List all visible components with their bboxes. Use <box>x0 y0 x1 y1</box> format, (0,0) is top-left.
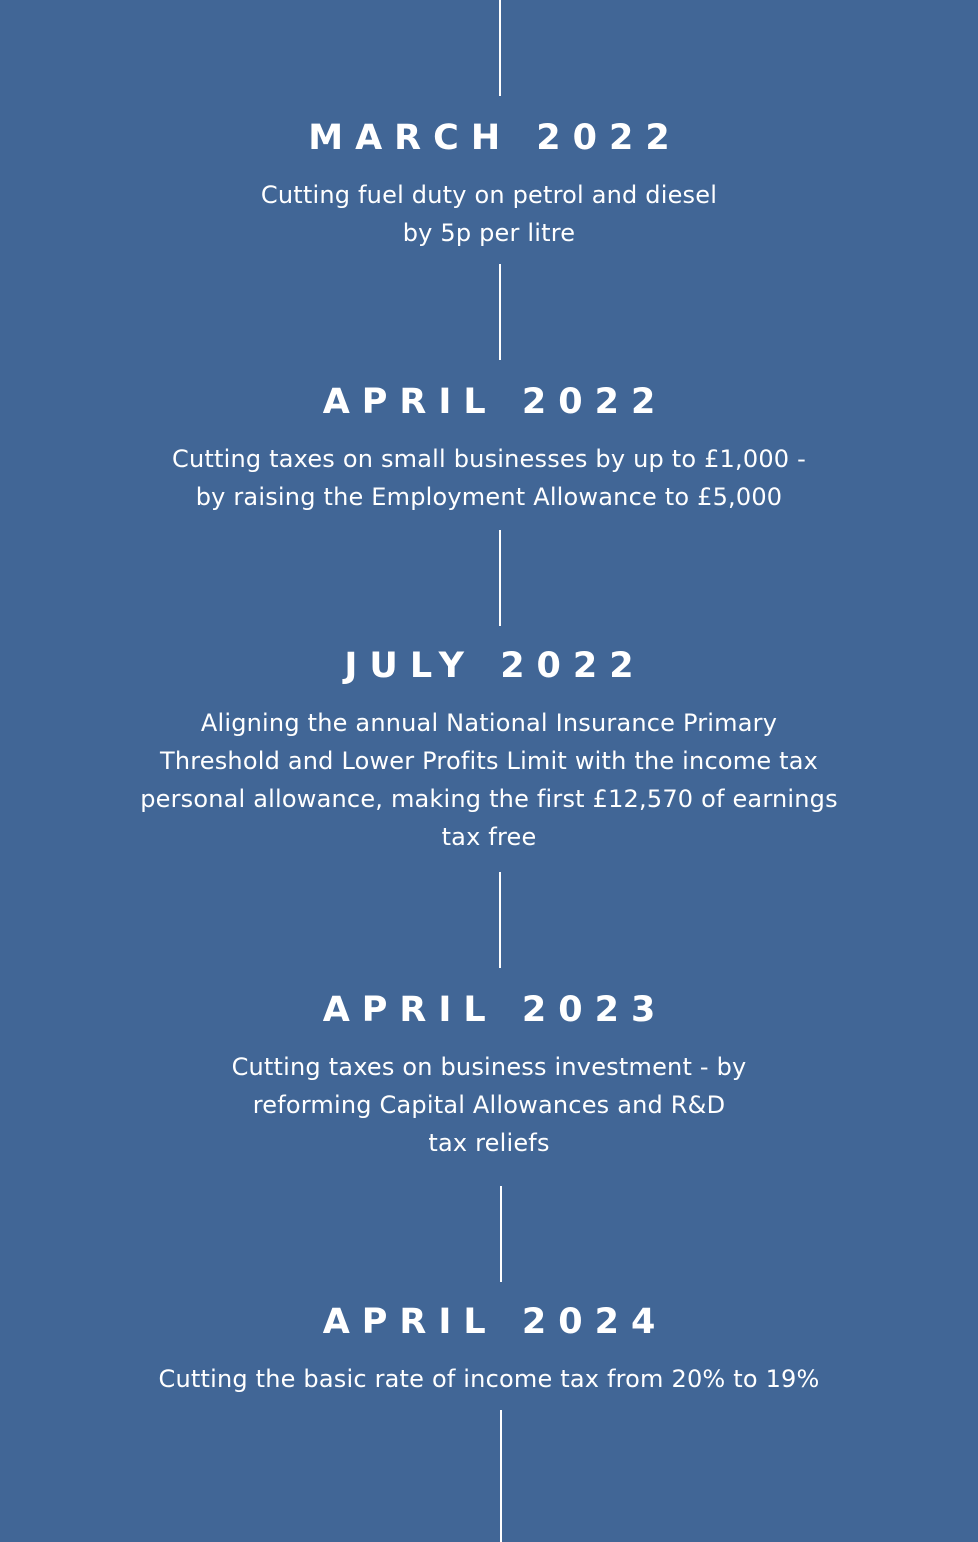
event-description <box>0 176 978 252</box>
event-description-line: Cutting taxes on small businesses by up to £1,000 - <box>172 445 806 473</box>
timeline-event <box>0 118 978 252</box>
event-description-line: by 5p per litre <box>402 219 576 247</box>
event-date: JULY 2022 <box>344 646 646 686</box>
event-description-line: Cutting the basic rate of income tax from 20% to 19% <box>158 1365 820 1393</box>
event-description <box>0 1048 978 1162</box>
event-description-line: Cutting fuel duty on petrol and diesel <box>260 181 718 209</box>
timeline-event <box>0 382 978 516</box>
timeline-connector <box>499 264 501 360</box>
timeline-connector <box>499 530 501 626</box>
event-description-line: Cutting taxes on business investment - by <box>231 1053 747 1081</box>
timeline-connector <box>499 0 501 96</box>
timeline-event <box>0 646 978 856</box>
timeline-event <box>0 990 978 1162</box>
event-description <box>0 440 978 516</box>
timeline-event <box>0 1302 978 1398</box>
event-date: APRIL 2022 <box>322 382 668 422</box>
event-description-line: personal allowance, making the first £12,570 of earnings <box>140 785 838 813</box>
event-description-line: reforming Capital Allowances and R&D <box>252 1091 726 1119</box>
event-description-line: Threshold and Lower Profits Limit with the income tax <box>159 747 819 775</box>
timeline-connector <box>499 872 501 968</box>
event-description-line: by raising the Employment Allowance to £5,000 <box>195 483 783 511</box>
event-date: APRIL 2023 <box>322 990 668 1030</box>
event-description-line: tax free <box>441 823 537 851</box>
event-date: MARCH 2022 <box>308 118 682 158</box>
event-description-line: Aligning the annual National Insurance Primary <box>200 709 778 737</box>
timeline-connector <box>500 1410 502 1542</box>
event-description <box>0 704 978 856</box>
timeline-connector <box>500 1186 502 1282</box>
event-description <box>0 1360 978 1398</box>
event-description-line: tax reliefs <box>428 1129 550 1157</box>
event-date: APRIL 2024 <box>322 1302 668 1342</box>
